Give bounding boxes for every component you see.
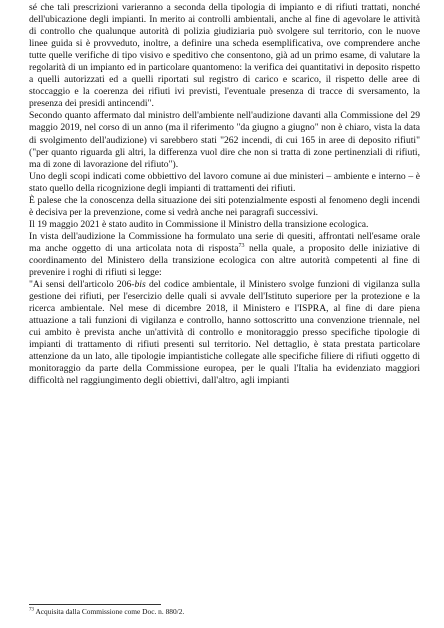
paragraph-4: È palese che la conoscenza della situazione dei siti potenzialmente esposti al fenomeno degli incendi è decisiva per la prevenzione, come si vedrà anche nei paragrafi successivi. (29, 194, 420, 218)
footnote-text: Acquisita dalla Commissione come Doc. n. 880/2. (34, 607, 185, 616)
paragraph-5: Il 19 maggio 2021 è stato audito in Commissione il Ministro della transizione ecologica. (29, 218, 369, 230)
paragraph-6-text-end: nella quale, a proposito delle iniziative di coordinamento del Ministero della transizione ecologica con altre autorità competenti al fine di prevenire i roghi di rifiuti si legge: (29, 242, 420, 279)
footnote-number: 73 (29, 607, 34, 613)
footnote-divider (29, 604, 161, 605)
paragraph-1: sé che tali prescrizioni varieranno a seconda della tipologia di impianto e di rifiuti trattati, nonché dell'ubicazione degli impianti. In merito ai controlli ambientali, anche al fine di agevolare le attività di controllo che qualunque autorità di polizia giudiziaria può svolgere sul territorio, con le nuove linee guida si è provveduto, inoltre, a definire una scheda esemplificativa, ove comprendere anche tutte quelle verifiche di tipo visivo e speditivo che consentono, già ad un primo esame, di valutare la regolarità di un impianto ed in particolare quantomeno: la verifica dei quantitativi in deposito rispetto a quelli autorizzati ed a quelli riportati sul registro di carico e scarico, il rispetto delle aree di stoccaggio e la coerenza dei rifiuti ivi previsti, l'eventuale presenza di tracce di sversamento, la presenza dei presidi antincendi". (29, 2, 420, 110)
paragraph-2: Secondo quanto affermato dal ministro dell'ambiente nell'audizione davanti alla Commissione del 29 maggio 2019, nel corso di un anno (ma il riferimento "da giugno a giugno" non è chiaro, vista la data di svolgimento dell'audizione) vi sarebbero stati "262 incendi, di cui 165 in aree di deposito rifiuti" ("per quanto riguarda gli altri, la differenza vuol dire che non si tratta di zone pertinenziali di rifiuti, ma di zone di lavorazione del rifiuto"). (29, 110, 420, 170)
quoted-paragraph (29, 279, 420, 387)
quote-text-rest: del codice ambientale, il Ministero svolge funzioni di vigilanza sulla gestione dei rifiuti, per l'esercizio delle quali si avvale dell'Istituto superiore per la protezione e la ricerca ambientale. Nel mese di dicembre 2018, il Ministero e l'ISPRA, al fine di dare piena attuazione a tali funzioni di vigilanza e controllo, hanno sottoscritto una convenzione triennale, nel cui ambito è prevista anche un'attività di controllo e monitoraggio presso specifiche tipologie di impianti di trattamento di rifiuti presenti sul territorio. Nel dettaglio, è stata prestata particolare attenzione da un lato, alle tipologie impiantistiche collegate alle specifiche filiere di rifiuti oggetto di monitoraggio da parte della Commissione europea, per le quali l'Italia ha evidenziato maggiori difficoltà nel raggiungimento degli obiettivi, dall'altro, agli impianti (29, 279, 420, 387)
paragraph-6-text: In vista dell'audizione la Commissione ha formulato una serie di quesiti, affrontati nell'esame orale ma anche oggetto di una articolata nota di risposta (29, 230, 420, 254)
footnotes (29, 604, 420, 616)
paragraph-6 (29, 231, 420, 279)
footnote-ref-73[interactable]: 73 (238, 242, 245, 249)
footnote-73 (29, 607, 420, 616)
quote-text-start: "Ai sensi dell'articolo 206- (29, 279, 135, 291)
quote-italic-bis: bis (134, 279, 146, 291)
paragraph-3: Uno degli scopi indicati come obbiettivo del lavoro comune ai due ministeri – ambiente e interno – è stato quello della ricognizione degli impianti di trattamenti dei rifiuti. (29, 170, 420, 194)
